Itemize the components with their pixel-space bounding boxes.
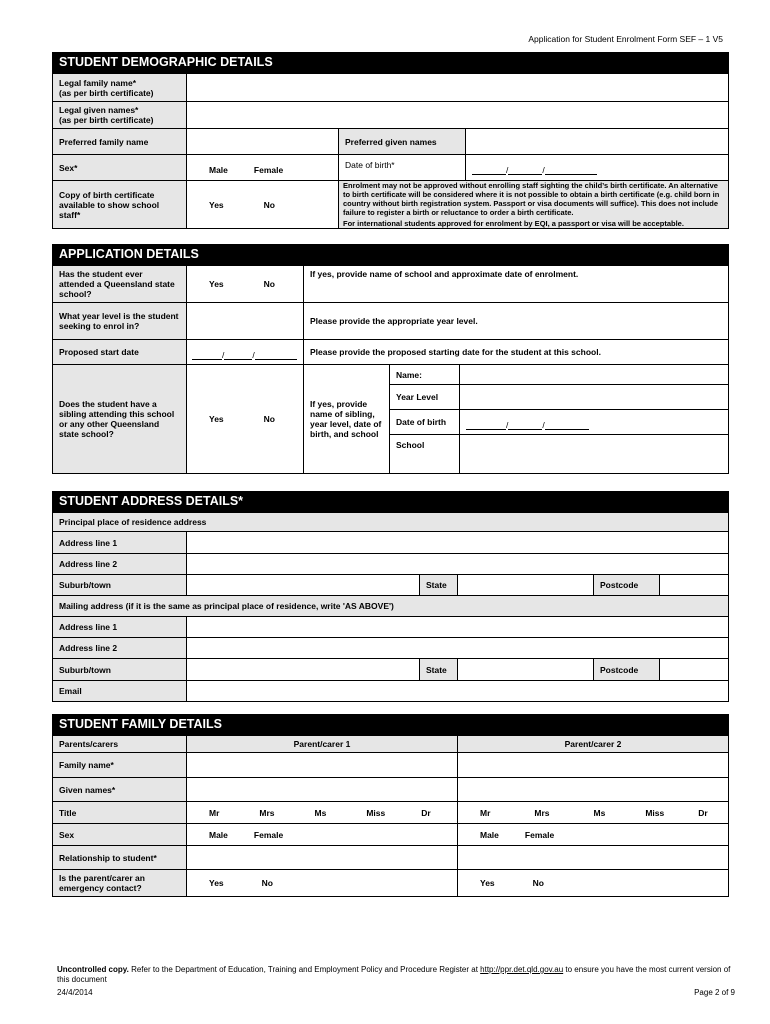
carer1-title-ms[interactable]: Ms: [314, 807, 327, 818]
title-label: Title: [53, 802, 187, 823]
sibling-year-label: Year Level: [390, 385, 460, 409]
sibling-name-label: Name:: [390, 365, 460, 384]
attended-note[interactable]: If yes, provide name of school and approximate date of enrolment.: [304, 266, 728, 302]
carer2-relationship-field[interactable]: [458, 846, 728, 869]
principal-state-label: State: [420, 575, 458, 595]
given-names-label: Given names*: [53, 778, 187, 801]
mailing-postcode-field[interactable]: [660, 659, 728, 680]
application-title: APPLICATION DETAILS: [52, 244, 729, 265]
international-note: For international students approved for enrolment by EQI, a passport or visa will be acceptable.: [343, 219, 684, 228]
sibling-dob-field[interactable]: / /: [460, 410, 728, 434]
carer2-emergency-no[interactable]: No: [532, 878, 544, 888]
preferred-given-names-label: Preferred given names: [339, 129, 466, 154]
principal-line1-label: Address line 1: [53, 532, 187, 553]
mailing-line1-field[interactable]: [187, 617, 728, 637]
carer1-given-names-field[interactable]: [187, 778, 458, 801]
principal-address-label: Principal place of residence address: [59, 517, 207, 527]
mailing-suburb-label: Suburb/town: [53, 659, 187, 680]
preferred-given-names-field[interactable]: [466, 129, 728, 154]
carer2-emergency-yes[interactable]: Yes: [480, 878, 495, 888]
carer2-title-miss[interactable]: Miss: [645, 807, 665, 818]
mailing-postcode-label: Postcode: [594, 659, 660, 680]
family-name-label: Family name*: [53, 753, 187, 777]
legal-given-names-label: Legal given names*: [59, 105, 139, 115]
footer-meta: [57, 988, 735, 998]
attended-no-option[interactable]: No: [263, 279, 275, 289]
carer1-title-dr[interactable]: Dr: [421, 807, 431, 818]
start-date-label: Proposed start date: [53, 340, 187, 364]
mailing-state-field[interactable]: [458, 659, 594, 680]
principal-line2-field[interactable]: [187, 554, 728, 574]
mailing-address-label: Mailing address (if it is the same as principal place of residence, write 'AS ABOVE'): [59, 601, 394, 611]
carer2-sex-female[interactable]: Female: [524, 829, 555, 840]
sibling-yes-option[interactable]: Yes: [209, 414, 224, 424]
legal-given-names-field[interactable]: [187, 102, 728, 128]
relationship-label: Relationship to student*: [53, 846, 187, 869]
carer2-header: Parent/carer 2: [564, 739, 622, 749]
dob-label: Date of birth*: [339, 155, 466, 180]
sibling-year-field[interactable]: [460, 385, 728, 409]
parents-label: Parents/carers: [53, 736, 187, 752]
legal-family-name-label: Legal family name*: [59, 77, 137, 88]
sibling-school-field[interactable]: [460, 435, 728, 473]
sibling-prompt: If yes, provide name of sibling, year level, date of birth, and school: [304, 365, 390, 473]
birth-cert-no-option[interactable]: No: [263, 199, 275, 210]
preferred-family-name-label: Preferred family name: [53, 129, 187, 154]
principal-postcode-label: Postcode: [594, 575, 660, 595]
sibling-name-field[interactable]: [460, 365, 728, 384]
footer-note: Uncontrolled copy. Refer to the Department of Education, Training and Employment Policy and Procedure Register at http://ppr.det.qld.gov.au to ensure you have the most current version of this document: [57, 965, 731, 984]
mailing-suburb-field[interactable]: [187, 659, 420, 680]
sex-female-option[interactable]: Female: [253, 165, 284, 175]
address-title: STUDENT ADDRESS DETAILS*: [52, 491, 729, 512]
carer1-title-miss[interactable]: Miss: [366, 807, 386, 818]
email-label: Email: [53, 681, 187, 701]
start-date-field[interactable]: / /: [187, 340, 304, 364]
carer2-title-ms[interactable]: Ms: [593, 807, 606, 818]
birth-cert-note: Enrolment may not be approved without enrolling staff sighting the child’s birth certificate. An alternative to birth certificate will be considered where it is not possible to obtain a birth certificate (e.g. child born in country without birth registration system. Passport or visa documents will suffice). This does not include failure to register a birth or reluctance to order a birth certificate.: [343, 181, 720, 217]
page-number: Page 2 of 9: [694, 988, 735, 997]
attended-yes-option[interactable]: Yes: [209, 279, 224, 289]
email-field[interactable]: [187, 681, 728, 701]
principal-line2-label: Address line 2: [53, 554, 187, 574]
uncontrolled-label: Uncontrolled copy.: [57, 965, 129, 974]
application-section: [52, 244, 729, 474]
address-section: [52, 491, 729, 702]
footer-date: 24/4/2014: [57, 988, 93, 997]
sex-male-option[interactable]: Male: [209, 165, 228, 175]
legal-family-name-field[interactable]: [187, 74, 728, 101]
mailing-state-label: State: [420, 659, 458, 680]
carer2-title-mrs[interactable]: Mrs: [534, 807, 550, 818]
carer1-title-mr[interactable]: Mr: [209, 807, 220, 818]
legal-given-names-note: (as per birth certificate): [59, 115, 154, 125]
principal-state-field[interactable]: [458, 575, 594, 595]
carer1-header: Parent/carer 1: [187, 736, 458, 752]
preferred-family-name-field[interactable]: [187, 129, 339, 154]
sibling-label: Does the student have a sibling attending this school or any other Queensland state school?: [53, 365, 187, 473]
carer2-sex-male[interactable]: Male: [480, 829, 499, 840]
birth-cert-yes-option[interactable]: Yes: [209, 199, 224, 210]
start-date-note: Please provide the proposed starting date for the student at this school.: [304, 340, 728, 364]
sex-label: Sex*: [53, 155, 187, 180]
sibling-dob-label: Date of birth: [390, 410, 460, 434]
principal-line1-field[interactable]: [187, 532, 728, 553]
ppr-link[interactable]: http://ppr.det.qld.gov.au: [480, 965, 564, 974]
carer1-sex-female[interactable]: Female: [253, 829, 284, 840]
family-section: [52, 714, 729, 897]
birth-cert-label: Copy of birth certificate available to show school staff*: [53, 181, 187, 228]
carer1-emergency-yes[interactable]: Yes: [209, 878, 224, 888]
mailing-line1-label: Address line 1: [53, 617, 187, 637]
carer1-family-name-field[interactable]: [187, 753, 458, 777]
carer2-family-name-field[interactable]: [458, 753, 728, 777]
attended-label: Has the student ever attended a Queensland state school?: [53, 266, 187, 302]
sex-label-family: Sex: [53, 824, 187, 845]
dob-field[interactable]: / /: [466, 155, 728, 180]
sibling-school-label: School: [390, 435, 460, 473]
year-level-label: What year level is the student seeking to enrol in?: [53, 303, 187, 339]
legal-family-name-note: (as per birth certificate): [59, 87, 154, 98]
emergency-label: Is the parent/carer an emergency contact?: [53, 870, 187, 896]
year-level-note: Please provide the appropriate year level.: [304, 303, 728, 339]
carer1-sex-male[interactable]: Male: [209, 829, 228, 840]
carer2-given-names-field[interactable]: [458, 778, 728, 801]
family-title: STUDENT FAMILY DETAILS: [52, 714, 729, 735]
carer2-title-dr[interactable]: Dr: [698, 807, 708, 818]
mailing-line2-field[interactable]: [187, 638, 728, 658]
demographic-section: [52, 52, 729, 229]
form-title: Application for Student Enrolment Form SEF – 1 V5: [528, 34, 723, 44]
principal-postcode-field[interactable]: [660, 575, 728, 595]
carer2-title-mr[interactable]: Mr: [480, 807, 491, 818]
carer1-title-mrs[interactable]: Mrs: [259, 807, 275, 818]
demographic-title: STUDENT DEMOGRAPHIC DETAILS: [52, 52, 729, 73]
principal-suburb-label: Suburb/town: [53, 575, 187, 595]
sibling-no-option[interactable]: No: [263, 414, 275, 424]
carer1-emergency-no[interactable]: No: [261, 878, 273, 888]
principal-suburb-field[interactable]: [187, 575, 420, 595]
year-level-field[interactable]: [187, 303, 304, 339]
carer1-relationship-field[interactable]: [187, 846, 458, 869]
mailing-line2-label: Address line 2: [53, 638, 187, 658]
